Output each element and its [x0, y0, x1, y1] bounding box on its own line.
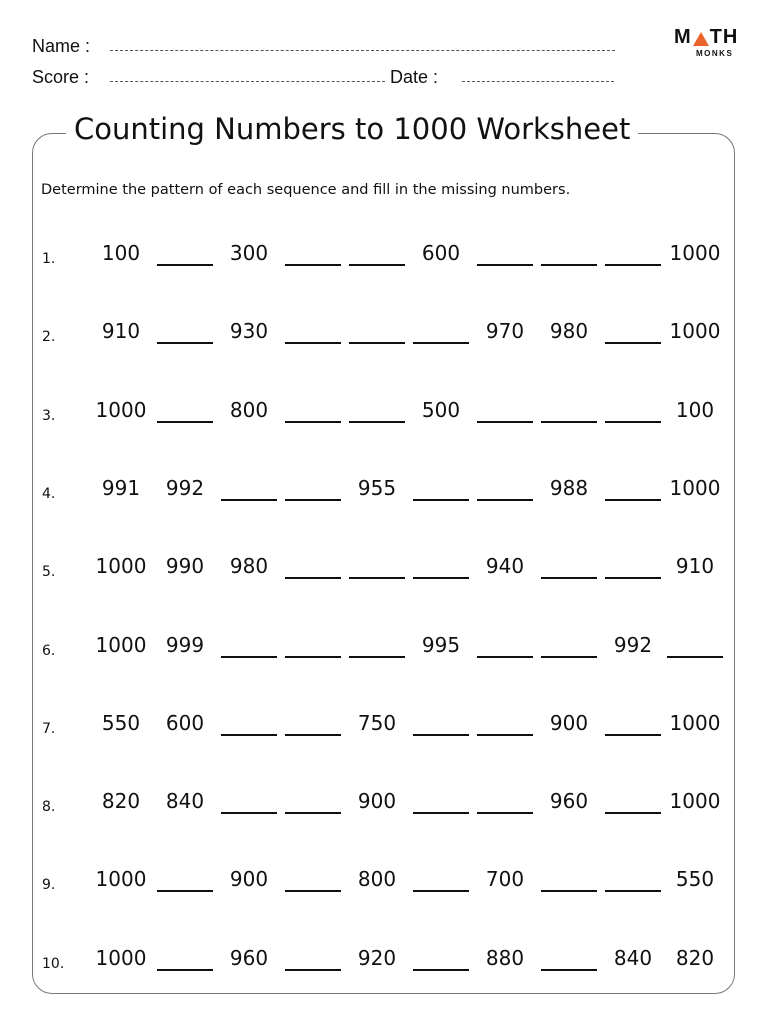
answer-blank[interactable]: [605, 421, 661, 423]
score-label: Score :: [32, 67, 90, 87]
answer-blank[interactable]: [477, 499, 533, 501]
sequence-number: 1000: [95, 867, 147, 892]
sequence-number: 910: [101, 319, 141, 344]
worksheet-title: Counting Numbers to 1000 Worksheet: [66, 112, 638, 146]
answer-blank[interactable]: [285, 969, 341, 971]
sequence-number: 900: [229, 867, 269, 892]
problem-row: [0, 554, 768, 594]
sequence-number: 992: [165, 475, 205, 500]
sequence-number: 940: [485, 554, 525, 579]
date-label: Date :: [390, 67, 439, 87]
sequence-number: 1000: [669, 319, 721, 344]
instructions: Determine the pattern of each sequence and fill in the missing numbers.: [41, 182, 571, 198]
answer-blank[interactable]: [477, 264, 533, 266]
answer-blank[interactable]: [541, 264, 597, 266]
problem-row: [0, 476, 768, 516]
answer-blank[interactable]: [349, 421, 405, 423]
sequence-number: 300: [229, 241, 269, 265]
sequence-number: 960: [229, 945, 269, 970]
sequence-number: 820: [675, 945, 715, 970]
sequence-number: 840: [613, 945, 653, 970]
problem-row: [0, 398, 768, 438]
sequence-number: 999: [165, 632, 205, 657]
sequence-number: 988: [549, 475, 589, 500]
sequence-number: 1000: [95, 945, 147, 970]
answer-blank[interactable]: [413, 499, 469, 501]
answer-blank[interactable]: [285, 342, 341, 344]
problem-number: 10.: [42, 955, 65, 972]
sequence-number: 990: [165, 554, 205, 579]
sequence-number: 900: [357, 789, 397, 814]
sequence-number: 910: [675, 554, 715, 579]
sequence-number: 991: [101, 475, 141, 500]
sequence-number: 550: [101, 710, 141, 735]
sequence-number: 880: [485, 945, 525, 970]
problem-number: 5.: [42, 564, 56, 581]
answer-blank[interactable]: [605, 812, 661, 814]
sequence-number: 1000: [669, 241, 721, 265]
answer-blank[interactable]: [413, 890, 469, 892]
sequence-number: 100: [101, 241, 141, 265]
sequence-number: 930: [229, 319, 269, 344]
sequence-number: 920: [357, 945, 397, 970]
answer-blank[interactable]: [285, 812, 341, 814]
answer-blank[interactable]: [541, 969, 597, 971]
sequence-number: 970: [485, 319, 525, 344]
answer-blank[interactable]: [285, 734, 341, 736]
problem-number: 2.: [42, 329, 56, 346]
answer-blank[interactable]: [605, 890, 661, 892]
problem-row: [0, 319, 768, 359]
answer-blank[interactable]: [221, 499, 277, 501]
answer-blank[interactable]: [285, 656, 341, 658]
answer-blank[interactable]: [541, 421, 597, 423]
answer-blank[interactable]: [605, 734, 661, 736]
problem-number: 4.: [42, 485, 56, 502]
answer-blank[interactable]: [157, 421, 213, 423]
problem-row: [0, 867, 768, 907]
answer-blank[interactable]: [605, 264, 661, 266]
answer-blank[interactable]: [157, 342, 213, 344]
answer-blank[interactable]: [541, 656, 597, 658]
sequence-number: 1000: [95, 632, 147, 657]
problem-number: 1.: [42, 251, 56, 267]
answer-blank[interactable]: [413, 734, 469, 736]
answer-blank[interactable]: [667, 656, 723, 658]
score-field[interactable]: [110, 81, 385, 82]
answer-blank[interactable]: [285, 577, 341, 579]
answer-blank[interactable]: [285, 890, 341, 892]
problem-number: 3.: [42, 407, 56, 424]
sequence-number: 820: [101, 789, 141, 814]
sequence-number: 1000: [669, 475, 721, 500]
answer-blank[interactable]: [157, 969, 213, 971]
sequence-number: 550: [675, 867, 715, 892]
sequence-number: 1000: [669, 789, 721, 814]
answer-blank[interactable]: [605, 342, 661, 344]
problem-row: [0, 633, 768, 673]
problem-number: 7.: [42, 720, 56, 737]
answer-blank[interactable]: [285, 421, 341, 423]
answer-blank[interactable]: [605, 499, 661, 501]
triangle-icon: [693, 32, 709, 46]
sequence-number: 840: [165, 789, 205, 814]
answer-blank[interactable]: [605, 577, 661, 579]
sequence-number: 1000: [95, 397, 147, 422]
sequence-number: 600: [165, 710, 205, 735]
name-field[interactable]: [110, 50, 615, 51]
answer-blank[interactable]: [413, 812, 469, 814]
answer-blank[interactable]: [221, 656, 277, 658]
answer-blank[interactable]: [221, 734, 277, 736]
answer-blank[interactable]: [477, 812, 533, 814]
answer-blank[interactable]: [413, 342, 469, 344]
math-monks-logo: M TH MONKS: [674, 26, 739, 58]
sequence-number: 980: [549, 319, 589, 344]
sequence-number: 955: [357, 475, 397, 500]
sequence-number: 100: [675, 397, 715, 422]
problem-row: [0, 946, 768, 986]
sequence-number: 995: [421, 632, 461, 657]
answer-blank[interactable]: [221, 812, 277, 814]
answer-blank[interactable]: [349, 342, 405, 344]
answer-blank[interactable]: [477, 656, 533, 658]
sequence-number: 500: [421, 397, 461, 422]
sequence-number: 600: [421, 241, 461, 265]
answer-blank[interactable]: [413, 969, 469, 971]
answer-blank[interactable]: [285, 499, 341, 501]
answer-blank[interactable]: [477, 421, 533, 423]
problem-number: 8.: [42, 799, 56, 816]
sequence-number: 1000: [669, 710, 721, 735]
sequence-number: 700: [485, 867, 525, 892]
problem-number: 6.: [42, 642, 56, 659]
answer-blank[interactable]: [413, 577, 469, 579]
date-field[interactable]: [462, 81, 614, 82]
problem-row: [0, 789, 768, 829]
answer-blank[interactable]: [541, 577, 597, 579]
sequence-number: 960: [549, 789, 589, 814]
sequence-number: 1000: [95, 554, 147, 579]
problem-row: [0, 711, 768, 751]
sequence-number: 800: [229, 397, 269, 422]
answer-blank[interactable]: [349, 577, 405, 579]
answer-blank[interactable]: [477, 734, 533, 736]
answer-blank[interactable]: [541, 890, 597, 892]
sequence-number: 750: [357, 710, 397, 735]
name-label: Name :: [32, 36, 91, 56]
answer-blank[interactable]: [349, 264, 405, 266]
answer-blank[interactable]: [157, 890, 213, 892]
sequence-number: 992: [613, 632, 653, 657]
problem-row: [0, 241, 768, 281]
problem-number: 9.: [42, 877, 56, 894]
sequence-number: 980: [229, 554, 269, 579]
sequence-number: 800: [357, 867, 397, 892]
answer-blank[interactable]: [157, 264, 213, 266]
sequence-number: 900: [549, 710, 589, 735]
answer-blank[interactable]: [349, 656, 405, 658]
answer-blank[interactable]: [285, 264, 341, 266]
